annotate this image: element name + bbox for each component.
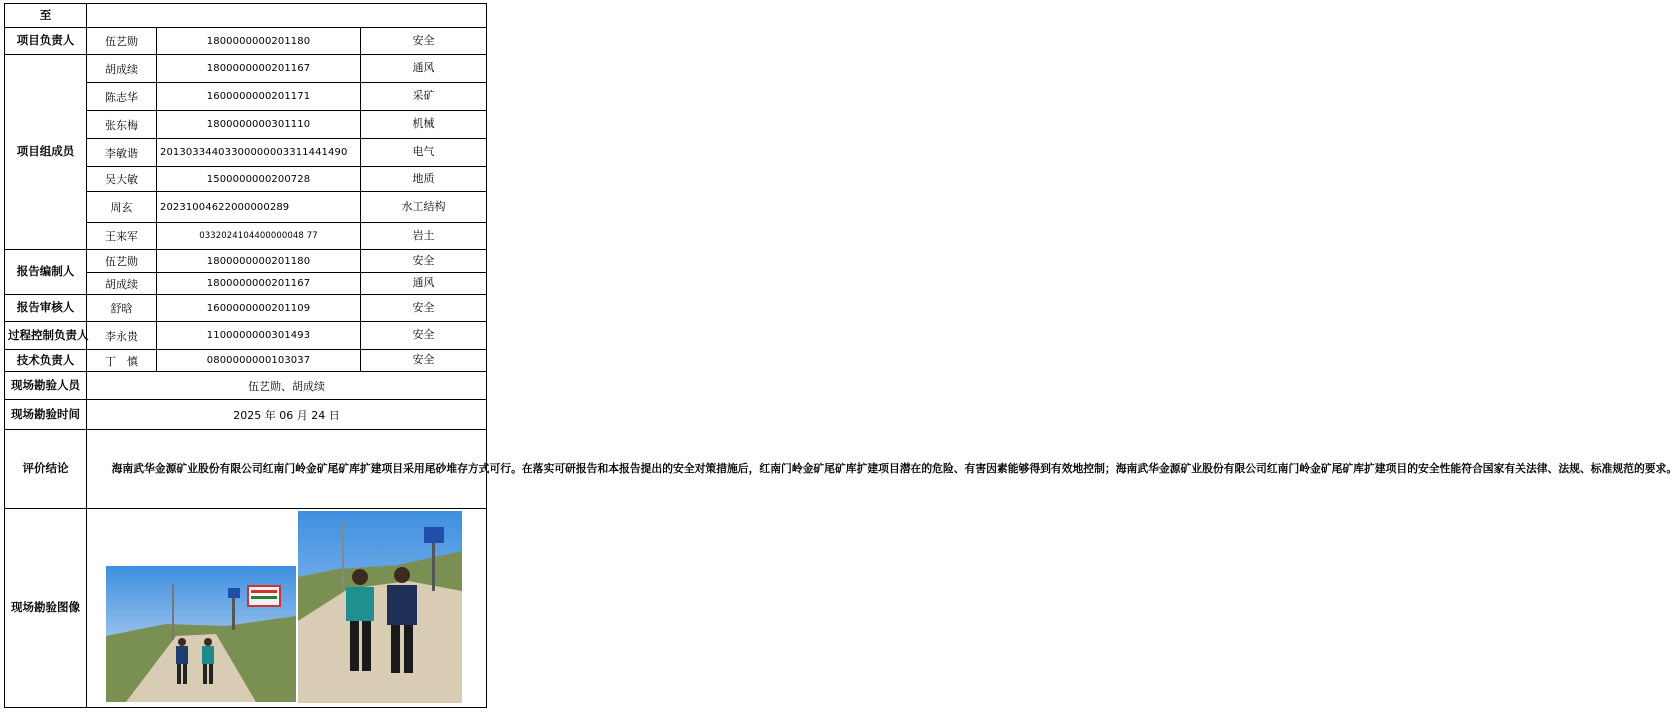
photos-cell	[87, 509, 487, 708]
survey-time-label: 现场勘验时间	[5, 400, 87, 430]
role-label: 项目组成员	[5, 55, 87, 250]
specialty: 采矿	[361, 83, 487, 111]
certificate-number: 1500000000200728	[157, 167, 361, 192]
person-name: 丁 慎	[87, 350, 157, 372]
personnel-table	[4, 3, 1677, 708]
specialty: 地质	[361, 167, 487, 192]
conclusion-row	[5, 430, 487, 509]
person-name: 李敏谐	[87, 139, 157, 167]
person-name: 舒晗	[87, 295, 157, 322]
certificate-number: 1800000000201167	[157, 273, 361, 295]
conclusion-label: 评价结论	[5, 430, 87, 509]
person-row	[5, 28, 487, 55]
site-photo-right	[298, 511, 462, 703]
specialty: 通风	[361, 55, 487, 83]
role-label: 技术负责人	[5, 350, 87, 372]
specialty: 安全	[361, 250, 487, 273]
survey-people-label: 现场勘验人员	[5, 372, 87, 400]
role-label: 项目负责人	[5, 28, 87, 55]
survey-people-value: 伍艺勋、胡成续	[87, 372, 487, 400]
specialty: 安全	[361, 322, 487, 350]
person-name: 王来军	[87, 223, 157, 250]
role-label: 报告审核人	[5, 295, 87, 322]
conclusion-text: 海南武华金源矿业股份有限公司红南门岭金矿尾矿库扩建项目采用尾砂堆存方式可行。在落实可研报告和本报告提出的安全对策措施后，红南门岭金矿尾矿库扩建项目潜在的危险、有害因素能够得到有效地控制；海南武华金源矿业股份有限公司红南门岭金矿尾矿库扩建项目的安全性能符合国家有关法律、法规、标准规范的要求。	[87, 430, 487, 509]
survey-time-value: 2025 年 06 月 24 日	[87, 400, 487, 430]
person-name: 吴大敏	[87, 167, 157, 192]
person-row	[5, 55, 487, 83]
site-photo-left	[106, 566, 296, 702]
certificate-number: 1800000000201180	[157, 250, 361, 273]
certificate-number: 1600000000201109	[157, 295, 361, 322]
specialty: 岩土	[361, 223, 487, 250]
specialty: 水工结构	[361, 192, 487, 223]
person-row	[5, 295, 487, 322]
role-label: 报告编制人	[5, 250, 87, 295]
person-name: 胡成续	[87, 55, 157, 83]
person-row	[5, 322, 487, 350]
specialty: 安全	[361, 28, 487, 55]
certificate-number: 1800000000201167	[157, 55, 361, 83]
person-name: 伍艺勋	[87, 28, 157, 55]
survey-people-row	[5, 372, 487, 400]
certificate-number: 1800000000301110	[157, 111, 361, 139]
top-row	[5, 4, 487, 28]
certificate-number: 1600000000201171	[157, 83, 361, 111]
specialty: 通风	[361, 273, 487, 295]
survey-time-row	[5, 400, 487, 430]
specialty: 安全	[361, 350, 487, 372]
certificate-number: 1800000000201180	[157, 28, 361, 55]
specialty: 电气	[361, 139, 487, 167]
top-row-label: 至	[5, 4, 87, 28]
person-name: 周玄	[87, 192, 157, 223]
photos-row	[5, 509, 487, 708]
certificate-number: 0332024104400000048 77	[157, 223, 361, 250]
person-name: 陈志华	[87, 83, 157, 111]
specialty: 机械	[361, 111, 487, 139]
certificate-number: 1100000000301493	[157, 322, 361, 350]
top-row-value	[87, 4, 487, 28]
certificate-number: 20130334403300000003311441490	[157, 139, 361, 167]
specialty: 安全	[361, 295, 487, 322]
person-name: 胡成续	[87, 273, 157, 295]
certificate-number: 0800000000103037	[157, 350, 361, 372]
role-label: 过程控制负责人	[5, 322, 87, 350]
person-name: 伍艺勋	[87, 250, 157, 273]
certificate-number: 20231004622000000289	[157, 192, 361, 223]
person-row	[5, 250, 487, 273]
person-name: 张东梅	[87, 111, 157, 139]
person-name: 李永贵	[87, 322, 157, 350]
person-row	[5, 350, 487, 372]
photos-label: 现场勘验图像	[5, 509, 87, 708]
